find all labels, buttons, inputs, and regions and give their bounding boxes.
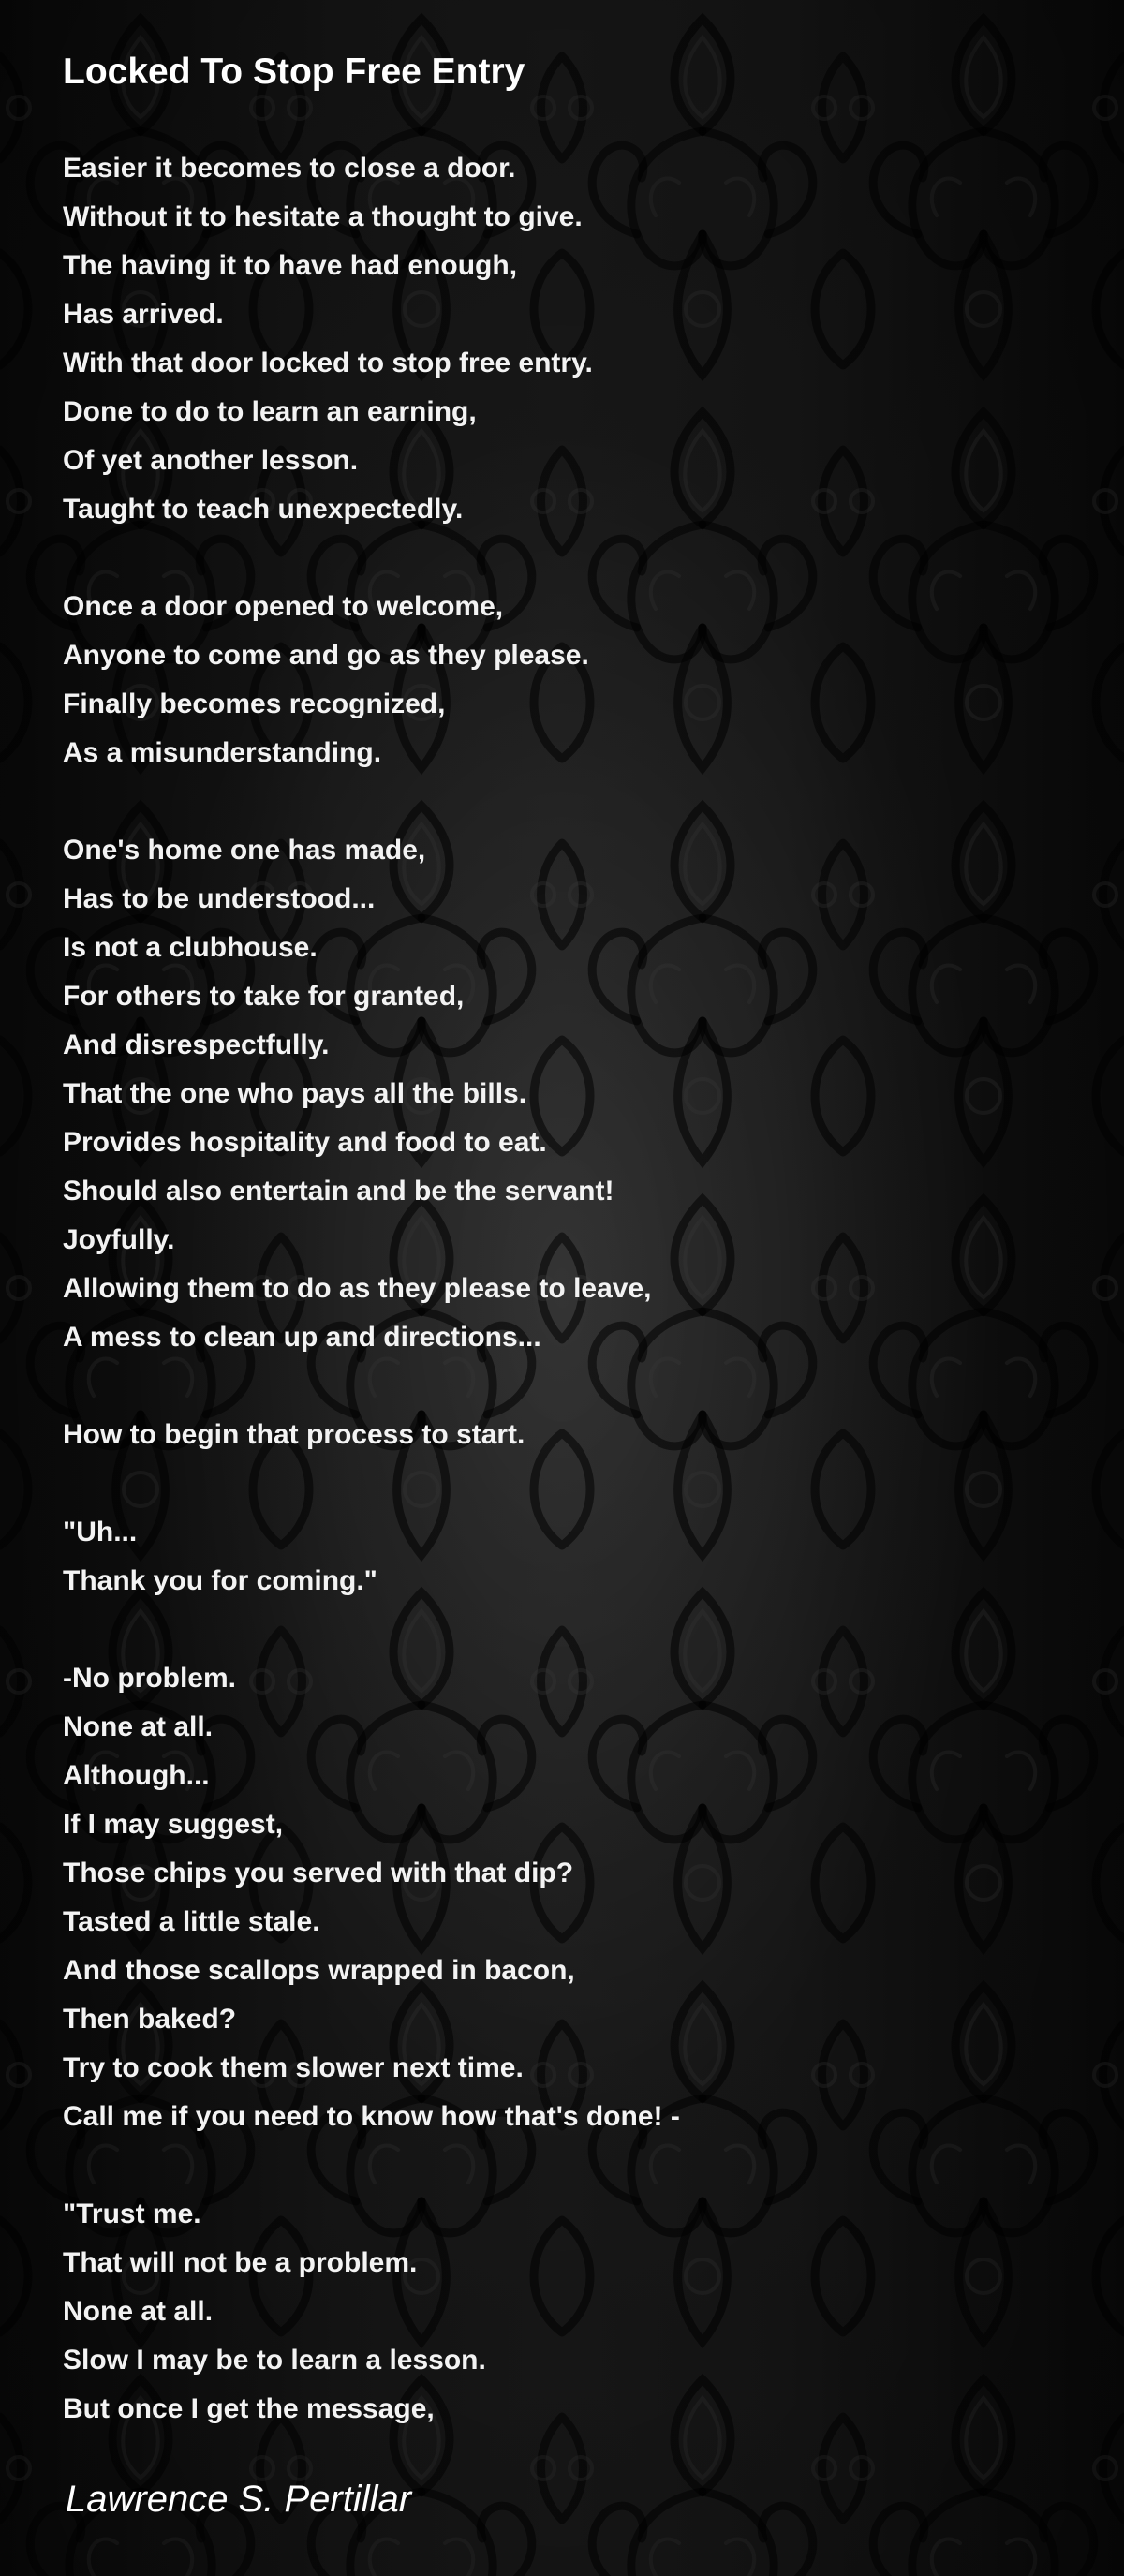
poem-line: Slow I may be to learn a lesson.: [63, 2345, 486, 2376]
poem-line: Tasted a little stale.: [63, 1906, 320, 1937]
poem-line: Of yet another lesson.: [63, 445, 359, 476]
poem-line: Although...: [63, 1760, 210, 1791]
poem-line: Allowing them to do as they please to leave,: [63, 1273, 652, 1304]
poem-line: One's home one has made,: [63, 835, 426, 866]
poem-line: Should also entertain and be the servant!: [63, 1176, 614, 1207]
poem-line: Try to cook them slower next time.: [63, 2052, 524, 2083]
poem-line: "Uh...: [63, 1517, 138, 1547]
poem-line: Finally becomes recognized,: [63, 688, 446, 719]
poem-line: As a misunderstanding.: [63, 737, 382, 768]
stanza-break: [63, 2141, 1074, 2190]
poem-line: Has arrived.: [63, 299, 224, 330]
poem-line: That the one who pays all the bills.: [63, 1078, 527, 1109]
poem-line: None at all.: [63, 1711, 214, 1742]
poem-line: Easier it becomes to close a door.: [63, 153, 516, 184]
poem-line: Once a door opened to welcome,: [63, 591, 504, 622]
stanza-break: [63, 1606, 1074, 1654]
poem-line: Those chips you served with that dip?: [63, 1858, 574, 1888]
poem-line: But once I get the message,: [63, 2393, 435, 2424]
poem-line: Thank you for coming.": [63, 1565, 377, 1596]
poem-line: Taught to teach unexpectedly.: [63, 494, 464, 525]
poem-line: Then baked?: [63, 2004, 237, 2035]
stanza-break: [63, 777, 1074, 826]
stanza-break: [63, 1362, 1074, 1411]
poem-line: Provides hospitality and food to eat.: [63, 1127, 547, 1158]
poem-line: With that door locked to stop free entry.: [63, 348, 593, 378]
poem-line: If I may suggest,: [63, 1809, 284, 1840]
poem-line: Without it to hesitate a thought to give.: [63, 201, 583, 232]
poem-body: [63, 144, 1074, 2434]
poem-line: Is not a clubhouse.: [63, 932, 318, 963]
poem-line: The having it to have had enough,: [63, 250, 518, 281]
poem-author: Lawrence S. Pertillar: [66, 2479, 412, 2520]
poem-line: Call me if you need to know how that's done! -: [63, 2101, 680, 2132]
stanza-break: [63, 1459, 1074, 1508]
poem-title: Locked To Stop Free Entry: [63, 52, 525, 92]
poem-line: That will not be a problem.: [63, 2247, 418, 2278]
poem-line: -No problem.: [63, 1663, 236, 1694]
poem-line: None at all.: [63, 2296, 214, 2327]
poem-line: For others to take for granted,: [63, 981, 465, 1012]
poem-line: And disrespectfully.: [63, 1029, 330, 1060]
stanza-break: [63, 534, 1074, 583]
poem-line: "Trust me.: [63, 2198, 201, 2229]
poem-line: Anyone to come and go as they please.: [63, 640, 589, 671]
poem-line: How to begin that process to start.: [63, 1419, 525, 1450]
poem-line: Joyfully.: [63, 1224, 175, 1255]
poem-line: Has to be understood...: [63, 883, 376, 914]
poem-content: [63, 49, 1074, 2434]
poem-line: A mess to clean up and directions...: [63, 1322, 541, 1353]
poem-line: And those scallops wrapped in bacon,: [63, 1955, 575, 1986]
poem-line: Done to do to learn an earning,: [63, 396, 477, 427]
